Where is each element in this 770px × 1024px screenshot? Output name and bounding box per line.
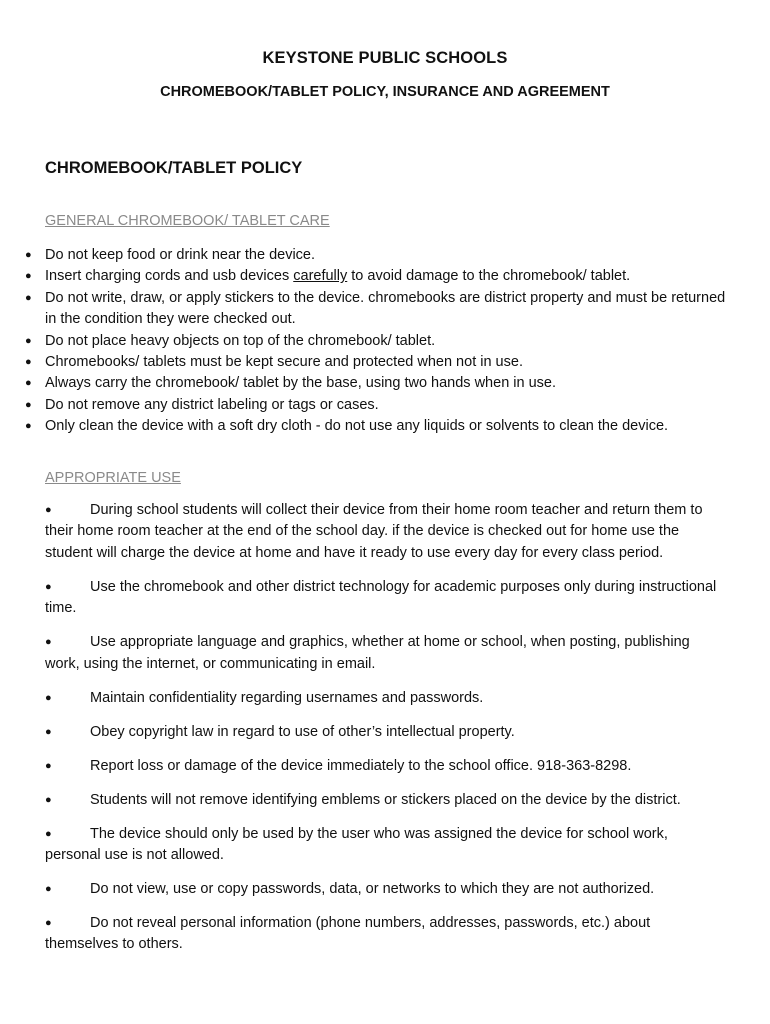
care-item	[0, 288, 730, 331]
bullet-icon: ●	[45, 691, 52, 704]
bullet-icon: ●	[45, 793, 52, 806]
care-item	[0, 352, 730, 373]
bullet-icon: ●	[45, 725, 52, 738]
use-item-text: During school students will collect their device from their home room teacher and return them to their home room teacher at the end of the school day. if the device is checked out for home use the student will charge the device at home and have it ready to use every day for every class period.	[45, 502, 703, 561]
use-subheading: APPROPRIATE USE	[45, 470, 181, 486]
document-title: CHROMEBOOK/TABLET POLICY, INSURANCE AND AGREEMENT	[160, 84, 610, 100]
use-item-text: Maintain confidentiality regarding usernames and passwords.	[90, 689, 484, 706]
care-item-text: Do not keep food or drink near the device.	[45, 247, 316, 263]
use-item	[45, 577, 725, 620]
use-item	[45, 756, 725, 777]
use-item-text: Obey copyright law in regard to use of other’s intellectual property.	[90, 723, 515, 740]
bullet-icon: ●	[45, 883, 52, 896]
use-item	[45, 632, 725, 675]
use-item	[45, 913, 725, 956]
use-item	[45, 500, 725, 564]
use-item	[45, 824, 725, 867]
bullet-icon: ●	[25, 291, 32, 304]
school-name-heading: KEYSTONE PUBLIC SCHOOLS	[262, 49, 508, 67]
bullet-icon: ●	[25, 420, 32, 433]
use-item	[45, 722, 725, 743]
use-item-text: The device should only be used by the user who was assigned the device for school work, personal use is not allowed.	[45, 825, 668, 864]
use-list	[45, 500, 725, 968]
use-item-text: Use the chromebook and other district technology for academic purposes only during instructional time.	[45, 578, 717, 617]
care-item-text: Do not remove any district labeling or tags or cases.	[45, 396, 379, 413]
care-item-text-tail: to avoid damage to the chromebook/ tablet.	[347, 268, 631, 285]
care-item-text: Do not place heavy objects on top of the chromebook/ tablet.	[45, 332, 436, 349]
bullet-icon: ●	[45, 504, 52, 516]
use-item-text: Use appropriate language and graphics, whether at home or school, when posting, publishing work, using the internet, or communicating in email.	[45, 634, 690, 672]
use-item	[45, 688, 725, 709]
use-item-text: Do not reveal personal information (phone numbers, addresses, passwords, etc.) about themselves to others.	[45, 915, 651, 953]
bullet-icon: ●	[25, 270, 32, 283]
care-item	[0, 245, 730, 266]
care-item-text: Always carry the chromebook/ tablet by the base, using two hands when in use.	[45, 375, 557, 392]
use-item-text: Do not view, use or copy passwords, data, or networks to which they are not authorized.	[90, 881, 655, 898]
policy-section-title: CHROMEBOOK/TABLET POLICY	[45, 159, 303, 177]
use-item	[45, 879, 725, 900]
bullet-icon: ●	[45, 759, 52, 772]
bullet-icon: ●	[25, 249, 32, 261]
care-item	[0, 395, 730, 416]
care-item	[0, 331, 730, 352]
care-item-text: Only clean the device with a soft dry cloth - do not use any liquids or solvents to clean the device.	[45, 418, 669, 435]
bullet-icon: ●	[45, 827, 52, 840]
care-item-text: Chromebooks/ tablets must be kept secure and protected when not in use.	[45, 354, 523, 371]
bullet-icon: ●	[45, 917, 52, 930]
use-item	[45, 790, 725, 811]
care-item-emphasis: carefully	[293, 268, 348, 285]
care-item-text: Insert charging cords and usb devices	[45, 268, 294, 285]
care-item	[0, 373, 730, 394]
bullet-icon: ●	[25, 398, 32, 411]
care-item	[0, 416, 730, 437]
bullet-icon: ●	[45, 636, 52, 649]
use-item-text: Students will not remove identifying emblems or stickers placed on the device by the district.	[90, 791, 681, 808]
bullet-icon: ●	[45, 580, 52, 593]
bullet-icon: ●	[25, 334, 32, 347]
bullet-icon: ●	[25, 377, 32, 390]
care-item	[0, 266, 730, 287]
care-list	[0, 245, 730, 438]
bullet-icon: ●	[25, 356, 32, 369]
care-item-text: Do not write, draw, or apply stickers to the device. chromebooks are district property and must be returned in the condition they were checked out.	[45, 289, 726, 328]
use-item-text: Report loss or damage of the device immediately to the school office. 918-363-8298.	[90, 757, 632, 774]
care-subheading: GENERAL CHROMEBOOK/ TABLET CARE	[45, 213, 330, 229]
